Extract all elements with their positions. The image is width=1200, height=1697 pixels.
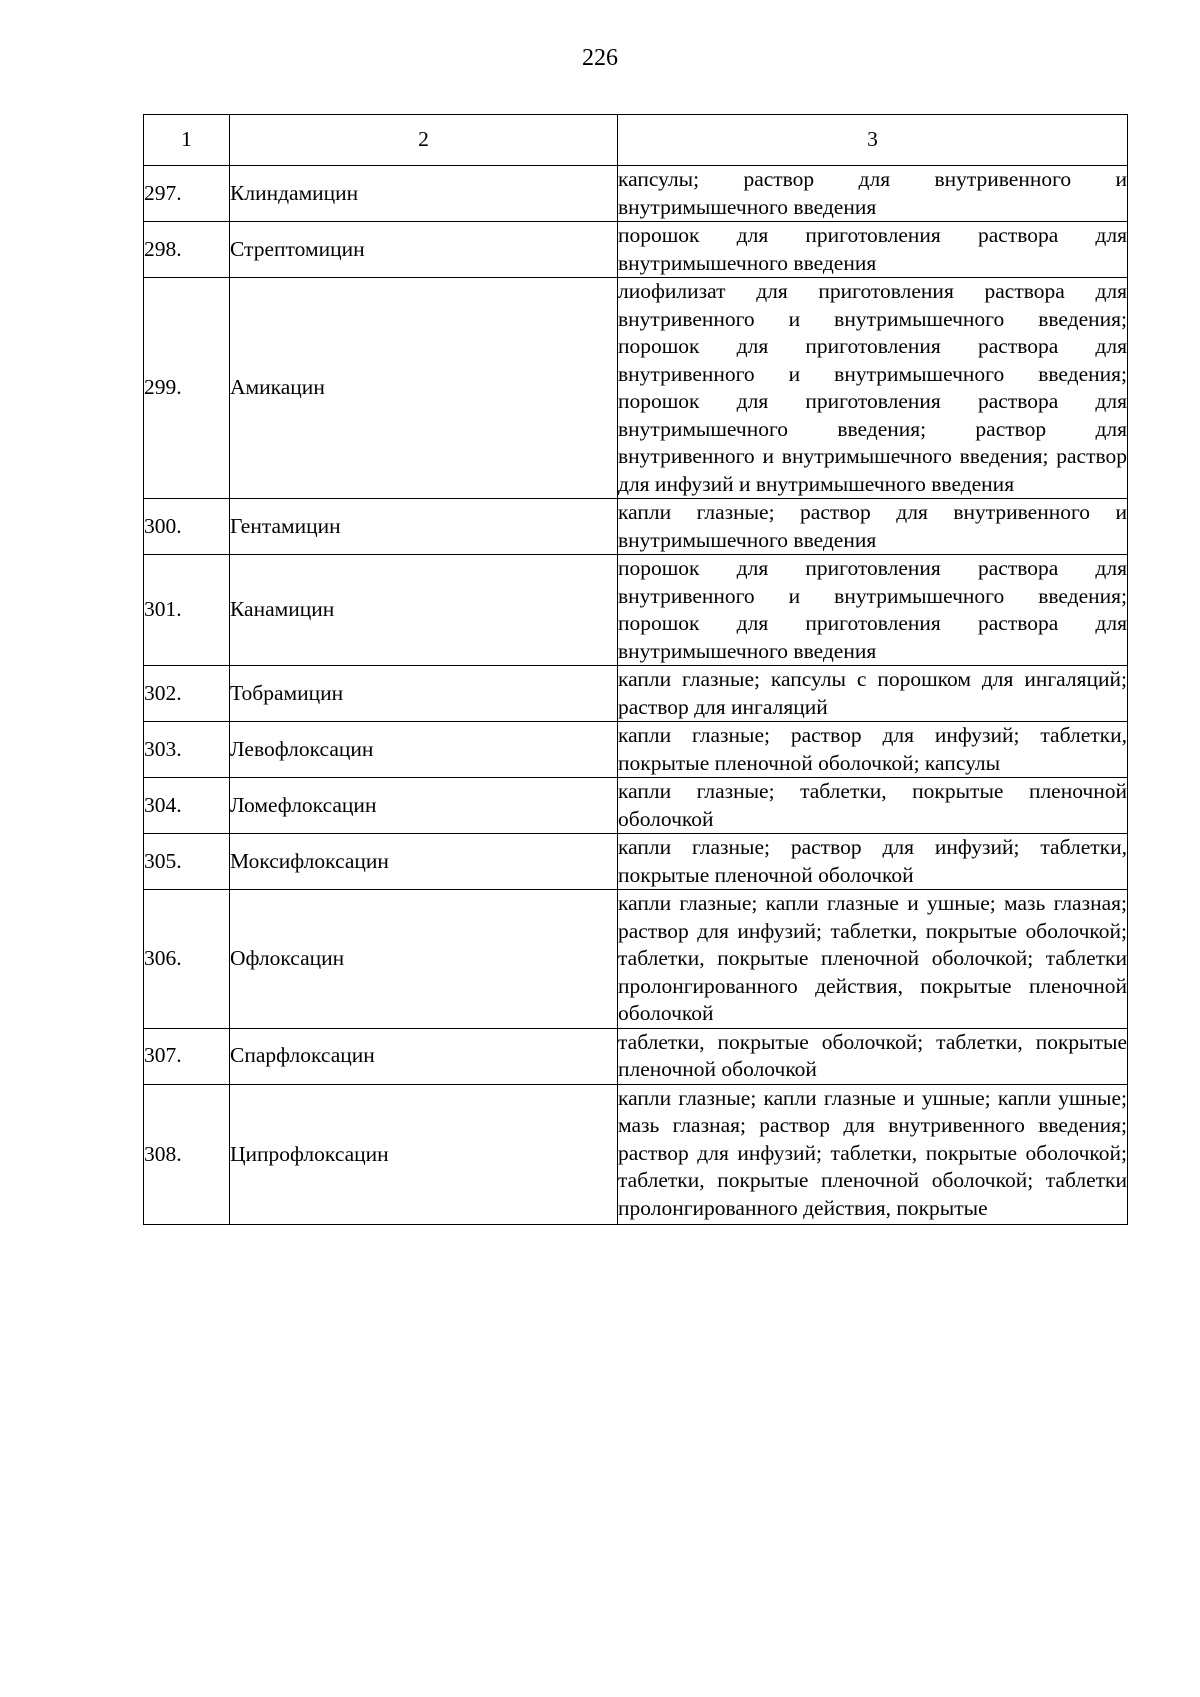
drug-name: Гентамицин <box>230 499 618 555</box>
row-number: 298. <box>144 222 230 278</box>
row-number: 306. <box>144 890 230 1029</box>
table-row <box>144 722 1128 778</box>
drug-name: Ломефлоксацин <box>230 778 618 834</box>
table-row <box>144 778 1128 834</box>
table-row <box>144 834 1128 890</box>
dosage-forms: капли глазные; капли глазные и ушные; капли ушные; мазь глазная; раствор для внутривенного введения; раствор для инфузий; таблетки, покрытые оболочкой; таблетки, покрытые пленочной оболочкой; таблетки пролонгированного действия, покрытые <box>618 1084 1128 1225</box>
table-row <box>144 278 1128 499</box>
drug-name: Левофлоксацин <box>230 722 618 778</box>
row-number: 307. <box>144 1028 230 1084</box>
dosage-forms: таблетки, покрытые оболочкой; таблетки, покрытые пленочной оболочкой <box>618 1028 1128 1084</box>
table-row <box>144 1028 1128 1084</box>
column-header-forms: 3 <box>618 115 1128 166</box>
table-row <box>144 666 1128 722</box>
table-row <box>144 222 1128 278</box>
dosage-forms: капли глазные; таблетки, покрытые пленочной оболочкой <box>618 778 1128 834</box>
row-number: 302. <box>144 666 230 722</box>
column-header-name: 2 <box>230 115 618 166</box>
row-number: 300. <box>144 499 230 555</box>
row-number: 304. <box>144 778 230 834</box>
page-number: 226 <box>582 45 618 71</box>
drug-name: Спарфлоксацин <box>230 1028 618 1084</box>
drug-name: Стрептомицин <box>230 222 618 278</box>
row-number: 299. <box>144 278 230 499</box>
table-row <box>144 890 1128 1029</box>
dosage-forms: капли глазные; раствор для инфузий; таблетки, покрытые пленочной оболочкой <box>618 834 1128 890</box>
row-number: 297. <box>144 166 230 222</box>
dosage-forms: капли глазные; раствор для внутривенного и внутримышечного введения <box>618 499 1128 555</box>
drug-name: Канамицин <box>230 555 618 666</box>
row-number: 305. <box>144 834 230 890</box>
table-header-row <box>144 115 1128 166</box>
dosage-forms: капли глазные; капсулы с порошком для ингаляций; раствор для ингаляций <box>618 666 1128 722</box>
drug-name: Моксифлоксацин <box>230 834 618 890</box>
drug-table <box>143 114 1128 1225</box>
column-header-number: 1 <box>144 115 230 166</box>
table-row <box>144 1084 1128 1225</box>
dosage-forms: порошок для приготовления раствора для внутримышечного введения <box>618 222 1128 278</box>
dosage-forms: капли глазные; раствор для инфузий; таблетки, покрытые пленочной оболочкой; капсулы <box>618 722 1128 778</box>
table-row <box>144 555 1128 666</box>
row-number: 308. <box>144 1084 230 1225</box>
dosage-forms: порошок для приготовления раствора для внутривенного и внутримышечного введения; порошок для приготовления раствора для внутримышечного введения <box>618 555 1128 666</box>
dosage-forms: лиофилизат для приготовления раствора для внутривенного и внутримышечного введения; порошок для приготовления раствора для внутривенного и внутримышечного введения; порошок для приготовления раствора для внутримышечного введения; раствор для внутривенного и внутримышечного введения; раствор для инфузий и внутримышечного введения <box>618 278 1128 499</box>
drug-name: Тобрамицин <box>230 666 618 722</box>
table-row <box>144 499 1128 555</box>
drug-name: Амикацин <box>230 278 618 499</box>
drug-name: Ципрофлоксацин <box>230 1084 618 1225</box>
row-number: 303. <box>144 722 230 778</box>
dosage-forms: капли глазные; капли глазные и ушные; мазь глазная; раствор для инфузий; таблетки, покрытые оболочкой; таблетки, покрытые пленочной оболочкой; таблетки пролонгированного действия, покрытые пленочной оболочкой <box>618 890 1128 1029</box>
row-number: 301. <box>144 555 230 666</box>
drug-name: Офлоксацин <box>230 890 618 1029</box>
table-row <box>144 166 1128 222</box>
drug-name: Клиндамицин <box>230 166 618 222</box>
dosage-forms: капсулы; раствор для внутривенного и внутримышечного введения <box>618 166 1128 222</box>
